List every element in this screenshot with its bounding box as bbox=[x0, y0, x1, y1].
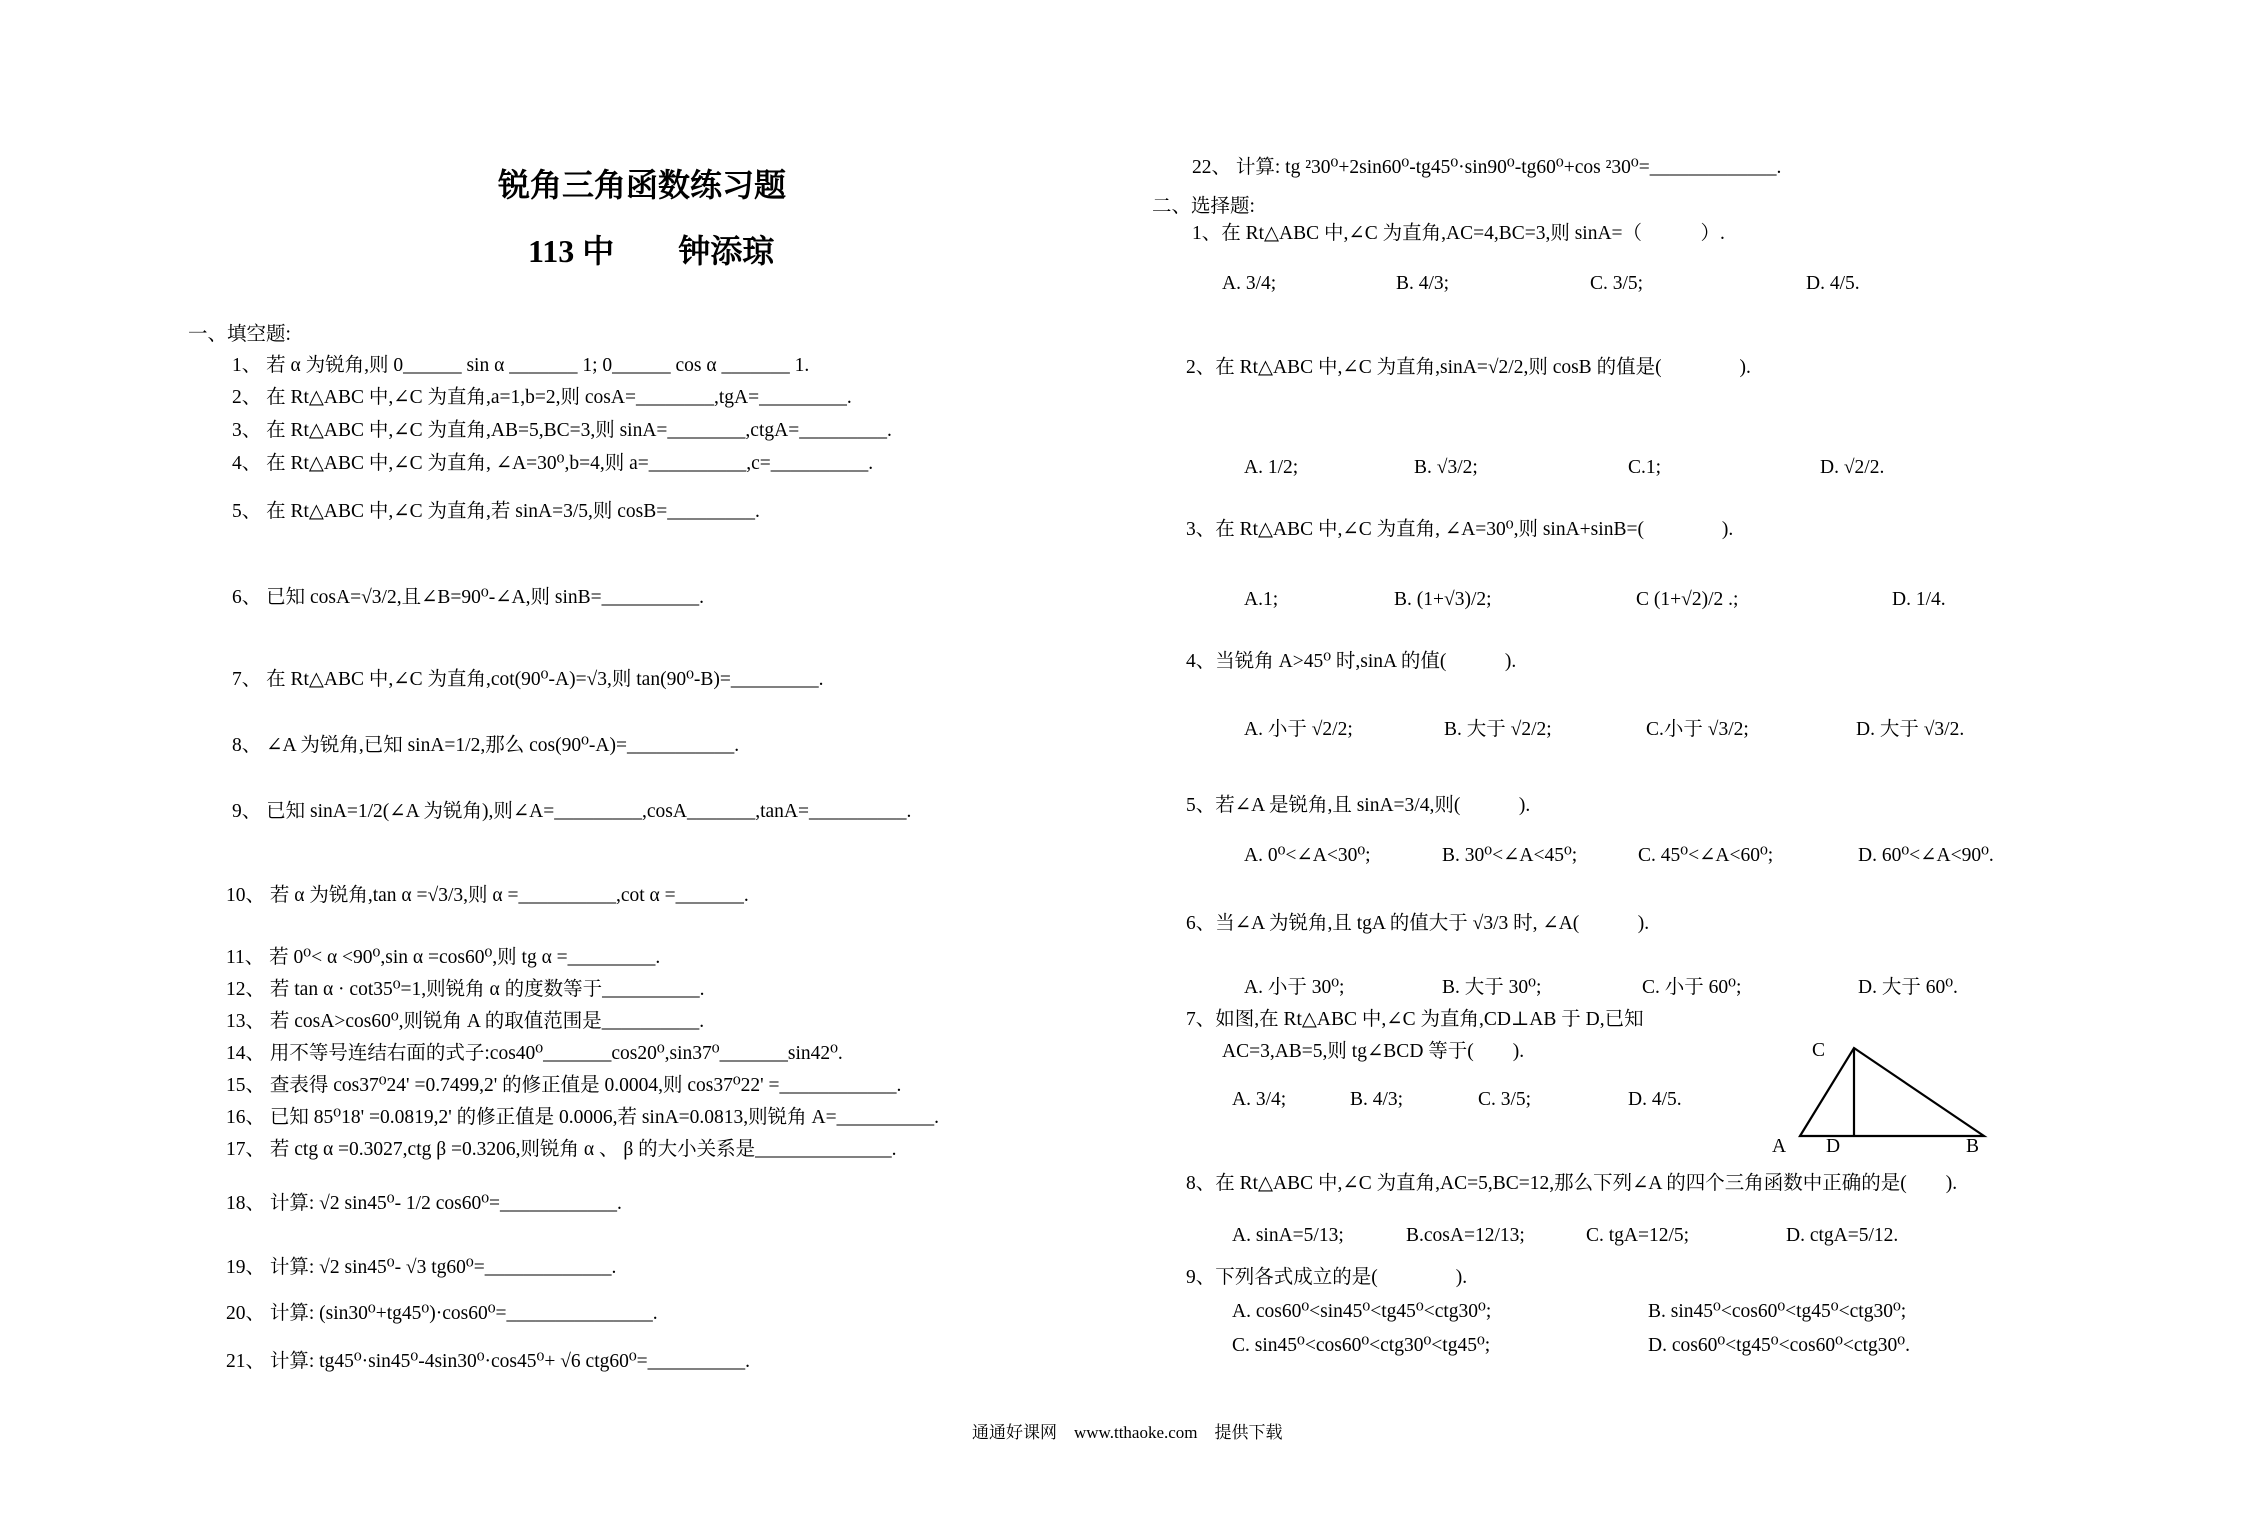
fill-item-14: 14、 用不等号连结右面的式子:cos40⁰_______cos20⁰,sin37⁰_______sin42⁰. bbox=[226, 1043, 843, 1064]
choice-5-option-d: D. 60⁰<∠A<90⁰. bbox=[1858, 845, 1994, 866]
choice-1-option-a: A. 3/4; bbox=[1222, 273, 1277, 294]
choice-7-option-d: D. 4/5. bbox=[1628, 1089, 1682, 1110]
choice-2-option-d: D. √2/2. bbox=[1820, 457, 1885, 478]
choice-3-option-a: A.1; bbox=[1244, 589, 1279, 610]
choice-2-option-a: A. 1/2; bbox=[1244, 457, 1299, 478]
choice-question-1: 1、在 Rt△ABC 中,∠C 为直角,AC=4,BC=3,则 sinA=（ ）. bbox=[1192, 223, 1725, 244]
author-line: 113 中 钟添琼 bbox=[528, 233, 775, 269]
fill-item-10: 10、 若 α 为锐角,tan α =√3/3,则 α =__________,cot α =_______. bbox=[226, 885, 749, 906]
choice-7-option-b: B. 4/3; bbox=[1350, 1089, 1404, 1110]
choice-4-option-a: A. 小于 √2/2; bbox=[1244, 719, 1353, 740]
vertex-label-c: C bbox=[1812, 1040, 1826, 1061]
footer-text: 通通好课网 www.tthaoke.com 提供下载 bbox=[972, 1423, 1283, 1442]
vertex-label-b: B bbox=[1966, 1136, 1980, 1157]
fill-item-6: 6、 已知 cosA=√3/2,且∠B=90⁰-∠A,则 sinB=__________. bbox=[232, 587, 705, 608]
choice-question-3: 3、在 Rt△ABC 中,∠C 为直角, ∠A=30⁰,则 sinA+sinB=( ). bbox=[1186, 519, 1734, 540]
choice-9-option-b: B. sin45⁰<cos60⁰<tg45⁰<ctg30⁰; bbox=[1648, 1301, 1907, 1322]
choice-3-option-b: B. (1+√3)/2; bbox=[1394, 589, 1492, 610]
fill-item-2: 2、 在 Rt△ABC 中,∠C 为直角,a=1,b=2,则 cosA=________,tgA=_________. bbox=[232, 387, 852, 408]
section-fill-heading: 一、填空题: bbox=[188, 324, 291, 345]
choice-1-option-c: C. 3/5; bbox=[1590, 273, 1644, 294]
choice-8-option-b: B.cosA=12/13; bbox=[1406, 1225, 1525, 1246]
choice-3-option-c: C (1+√2)/2 .; bbox=[1636, 589, 1739, 610]
choice-question-7-line2: AC=3,AB=5,则 tg∠BCD 等于( ). bbox=[1222, 1041, 1525, 1062]
vertex-label-d: D bbox=[1826, 1136, 1841, 1157]
choice-question-8: 8、在 Rt△ABC 中,∠C 为直角,AC=5,BC=12,那么下列∠A 的四个三角函数中正确的是( ). bbox=[1186, 1173, 1958, 1194]
choice-8-option-c: C. tgA=12/5; bbox=[1586, 1225, 1690, 1246]
fill-item-20: 20、 计算: (sin30⁰+tg45⁰)·cos60⁰=_______________. bbox=[226, 1303, 658, 1324]
choice-question-6: 6、当∠A 为锐角,且 tgA 的值大于 √3/3 时, ∠A( ). bbox=[1186, 913, 1650, 934]
choice-5-option-b: B. 30⁰<∠A<45⁰; bbox=[1442, 845, 1578, 866]
fill-item-17: 17、 若 ctg α =0.3027,ctg β =0.3206,则锐角 α 、 β 的大小关系是______________. bbox=[226, 1139, 897, 1160]
fill-item-15: 15、 查表得 cos37⁰24' =0.7499,2' 的修正值是 0.0004,则 cos37⁰22' =____________. bbox=[226, 1075, 902, 1096]
choice-question-4: 4、当锐角 A>45⁰ 时,sinA 的值( ). bbox=[1186, 651, 1517, 672]
choice-2-option-b: B. √3/2; bbox=[1414, 457, 1478, 478]
vertex-label-a: A bbox=[1772, 1136, 1787, 1157]
choice-4-option-c: C.小于 √3/2; bbox=[1646, 719, 1749, 740]
choice-8-option-a: A. sinA=5/13; bbox=[1232, 1225, 1344, 1246]
fill-item-22: 22、 计算: tg ²30⁰+2sin60⁰-tg45⁰·sin90⁰-tg60⁰+cos ²30⁰=_____________. bbox=[1192, 157, 1782, 178]
fill-item-21: 21、 计算: tg45⁰·sin45⁰-4sin30⁰·cos45⁰+ √6 ctg60⁰=__________. bbox=[226, 1351, 751, 1372]
fill-item-12: 12、 若 tan α · cot35⁰=1,则锐角 α 的度数等于__________. bbox=[226, 979, 705, 1000]
fill-item-16: 16、 已知 85⁰18' =0.0819,2' 的修正值是 0.0006,若 sinA=0.0813,则锐角 A=__________. bbox=[226, 1107, 940, 1128]
choice-3-option-d: D. 1/4. bbox=[1892, 589, 1946, 610]
fill-item-11: 11、 若 0⁰< α <90⁰,sin α =cos60⁰,则 tg α =_________. bbox=[226, 947, 661, 968]
choice-9-option-c: C. sin45⁰<cos60⁰<ctg30⁰<tg45⁰; bbox=[1232, 1335, 1491, 1356]
fill-item-9: 9、 已知 sinA=1/2(∠A 为锐角),则∠A=_________,cosA_______,tanA=__________. bbox=[232, 801, 912, 822]
choice-question-5: 5、若∠A 是锐角,且 sinA=3/4,则( ). bbox=[1186, 795, 1531, 816]
choice-6-option-b: B. 大于 30⁰; bbox=[1442, 977, 1542, 998]
fill-item-8: 8、 ∠A 为锐角,已知 sinA=1/2,那么 cos(90⁰-A)=___________. bbox=[232, 735, 740, 756]
choice-6-option-c: C. 小于 60⁰; bbox=[1642, 977, 1742, 998]
choice-5-option-c: C. 45⁰<∠A<60⁰; bbox=[1638, 845, 1774, 866]
fill-item-19: 19、 计算: √2 sin45⁰- √3 tg60⁰=_____________. bbox=[226, 1257, 617, 1278]
choice-6-option-a: A. 小于 30⁰; bbox=[1244, 977, 1345, 998]
fill-item-3: 3、 在 Rt△ABC 中,∠C 为直角,AB=5,BC=3,则 sinA=________,ctgA=_________. bbox=[232, 420, 892, 441]
choice-9-option-d: D. cos60⁰<tg45⁰<cos60⁰<ctg30⁰. bbox=[1648, 1335, 1910, 1356]
choice-1-option-d: D. 4/5. bbox=[1806, 273, 1860, 294]
choice-5-option-a: A. 0⁰<∠A<30⁰; bbox=[1244, 845, 1371, 866]
choice-question-7: 7、如图,在 Rt△ABC 中,∠C 为直角,CD⊥AB 于 D,已知 bbox=[1186, 1009, 1644, 1030]
fill-item-18: 18、 计算: √2 sin45⁰- 1/2 cos60⁰=____________. bbox=[226, 1193, 622, 1214]
page-title: 锐角三角函数练习题 bbox=[498, 167, 787, 203]
choice-question-9: 9、下列各式成立的是( ). bbox=[1186, 1267, 1468, 1288]
fill-item-7: 7、 在 Rt△ABC 中,∠C 为直角,cot(90⁰-A)=√3,则 tan(90⁰-B)=_________. bbox=[232, 669, 824, 690]
choice-2-option-c: C.1; bbox=[1628, 457, 1662, 478]
choice-4-option-d: D. 大于 √3/2. bbox=[1856, 719, 1965, 740]
fill-item-4: 4、 在 Rt△ABC 中,∠C 为直角, ∠A=30⁰,b=4,则 a=__________,c=__________. bbox=[232, 453, 874, 474]
fill-item-13: 13、 若 cosA>cos60⁰,则锐角 A 的取值范围是__________. bbox=[226, 1011, 705, 1032]
choice-9-option-a: A. cos60⁰<sin45⁰<tg45⁰<ctg30⁰; bbox=[1232, 1301, 1492, 1322]
fill-item-5: 5、 在 Rt△ABC 中,∠C 为直角,若 sinA=3/5,则 cosB=_________. bbox=[232, 501, 760, 522]
choice-4-option-b: B. 大于 √2/2; bbox=[1444, 719, 1552, 740]
choice-8-option-d: D. ctgA=5/12. bbox=[1786, 1225, 1899, 1246]
triangle-abc bbox=[1800, 1048, 1984, 1136]
fill-item-1: 1、 若 α 为锐角,则 0______ sin α _______ 1; 0______ cos α _______ 1. bbox=[232, 355, 810, 376]
section-choice-heading: 二、选择题: bbox=[1152, 196, 1255, 217]
choice-7-option-a: A. 3/4; bbox=[1232, 1089, 1287, 1110]
choice-question-2: 2、在 Rt△ABC 中,∠C 为直角,sinA=√2/2,则 cosB 的值是( ). bbox=[1186, 357, 1751, 378]
choice-1-option-b: B. 4/3; bbox=[1396, 273, 1450, 294]
choice-6-option-d: D. 大于 60⁰. bbox=[1858, 977, 1958, 998]
choice-7-option-c: C. 3/5; bbox=[1478, 1089, 1532, 1110]
